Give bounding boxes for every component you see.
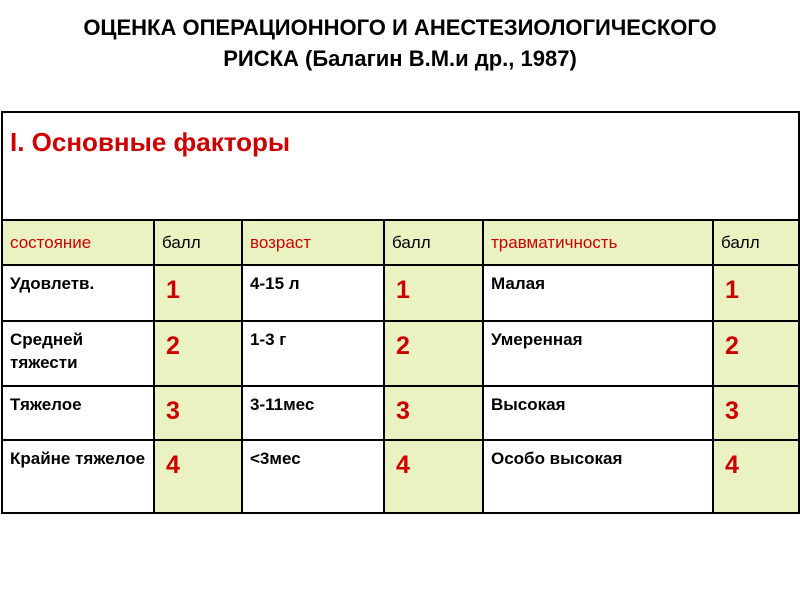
trauma-cell xyxy=(483,321,713,386)
trauma-label: Высокая xyxy=(491,395,566,414)
header-age-label: возраст xyxy=(250,232,312,252)
header-state-score xyxy=(154,220,242,265)
header-age-score-label: балл xyxy=(392,232,431,252)
age-score-cell xyxy=(384,386,483,440)
age-label: 1-3 г xyxy=(250,330,287,349)
header-trauma-label: травматичность xyxy=(491,232,618,252)
trauma-label: Умеренная xyxy=(491,330,583,349)
state-score: 3 xyxy=(166,397,180,425)
age-score: 4 xyxy=(396,451,410,479)
age-cell xyxy=(242,440,384,513)
state-cell xyxy=(2,265,154,321)
section-header-cell xyxy=(2,112,799,220)
state-score: 1 xyxy=(166,276,180,304)
header-state-label: состояние xyxy=(10,232,92,252)
age-score-cell xyxy=(384,321,483,386)
state-score-cell xyxy=(154,386,242,440)
age-score-cell xyxy=(384,440,483,513)
state-score-cell xyxy=(154,265,242,321)
age-score: 1 xyxy=(396,276,410,304)
header-state-score-label: балл xyxy=(162,232,201,252)
state-score-cell xyxy=(154,440,242,513)
trauma-score-cell xyxy=(713,386,799,440)
table-header-row xyxy=(2,220,799,265)
section-title: I. Основные факторы xyxy=(10,127,291,157)
age-cell xyxy=(242,265,384,321)
age-cell xyxy=(242,321,384,386)
trauma-label: Малая xyxy=(491,274,545,293)
table-row xyxy=(2,440,799,513)
table-row xyxy=(2,386,799,440)
trauma-score: 2 xyxy=(725,332,739,360)
state-label: Удовлетв. xyxy=(10,274,95,293)
trauma-score-cell xyxy=(713,440,799,513)
header-trauma-score xyxy=(713,220,799,265)
trauma-score-cell xyxy=(713,321,799,386)
state-label: Средней тяжести xyxy=(10,330,84,372)
age-score: 2 xyxy=(396,332,410,360)
trauma-score: 4 xyxy=(725,451,739,479)
header-trauma xyxy=(483,220,713,265)
risk-table xyxy=(1,111,800,514)
page-title-line-1: ОЦЕНКА ОПЕРАЦИОННОГО И АНЕСТЕЗИОЛОГИЧЕСКОГО xyxy=(83,15,717,40)
age-label: 3-11мес xyxy=(250,395,315,414)
trauma-label: Особо высокая xyxy=(491,449,623,468)
age-score: 3 xyxy=(396,397,410,425)
table-row xyxy=(2,321,799,386)
header-age-score xyxy=(384,220,483,265)
state-score-cell xyxy=(154,321,242,386)
page-title-line-2: РИСКА (Балагин В.М.и др., 1987) xyxy=(223,46,577,71)
state-cell xyxy=(2,386,154,440)
page-title xyxy=(0,12,800,74)
age-label: <3мес xyxy=(250,449,301,468)
trauma-cell xyxy=(483,386,713,440)
age-score-cell xyxy=(384,265,483,321)
header-trauma-score-label: балл xyxy=(721,232,760,252)
trauma-score: 3 xyxy=(725,397,739,425)
state-score: 4 xyxy=(166,451,180,479)
trauma-cell xyxy=(483,440,713,513)
table-row xyxy=(2,265,799,321)
trauma-score: 1 xyxy=(725,276,739,304)
age-cell xyxy=(242,386,384,440)
trauma-cell xyxy=(483,265,713,321)
header-state xyxy=(2,220,154,265)
section-row xyxy=(2,112,799,220)
trauma-score-cell xyxy=(713,265,799,321)
state-label: Тяжелое xyxy=(10,395,82,414)
state-score: 2 xyxy=(166,332,180,360)
state-cell xyxy=(2,440,154,513)
state-label: Крайне тяжелое xyxy=(10,449,146,468)
header-age xyxy=(242,220,384,265)
age-label: 4-15 л xyxy=(250,274,300,293)
state-cell xyxy=(2,321,154,386)
